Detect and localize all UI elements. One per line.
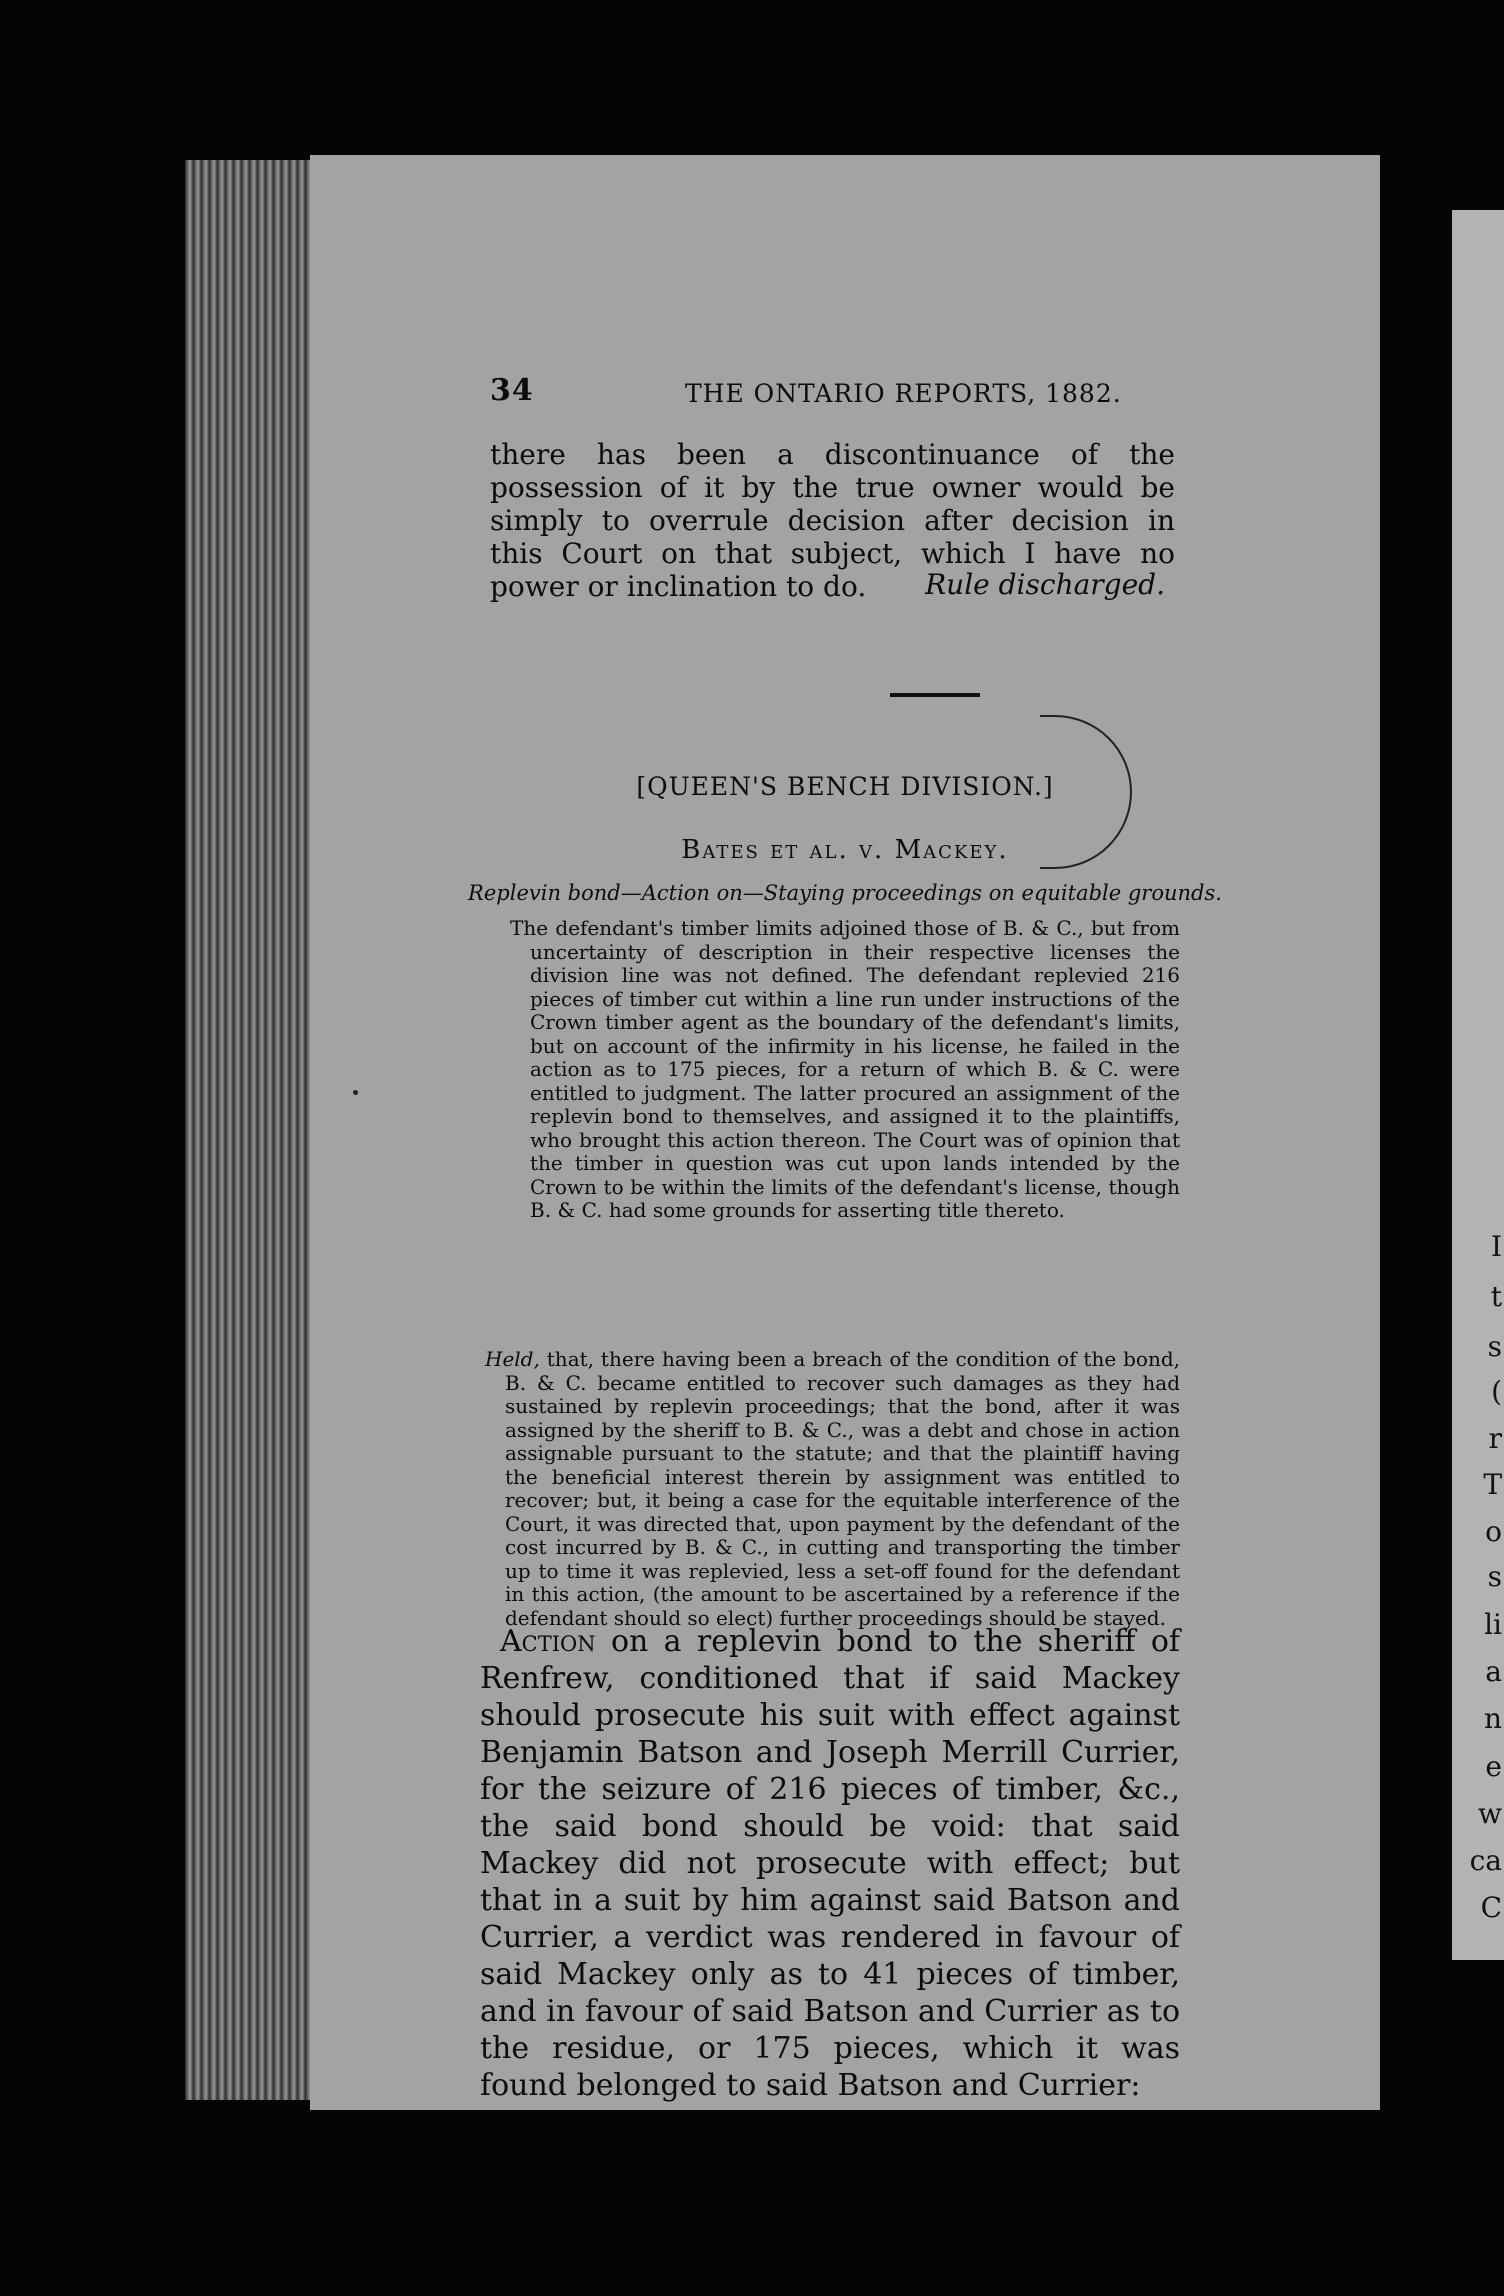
page-number: 34 bbox=[490, 373, 534, 408]
page-header bbox=[490, 373, 1170, 413]
facing-fragment: T bbox=[1483, 1468, 1502, 1501]
facing-fragment: s bbox=[1487, 1330, 1502, 1363]
page-block-edges bbox=[185, 160, 320, 2100]
facing-fragment: n bbox=[1483, 1702, 1502, 1735]
held-text: that, there having been a breach of the condition of the bond, B. & C. became entitled to recover such damages as they had sustained by replevin proceedings; that the bond, after it was assigned by the sheriff to B. & C., was a debt and chose in action assignable pursuant to the statute; and that the plaintiff having the beneficial interest therein by assignment was entitled to recover; but, it being a case for the equitable interference of the Court, it was directed that, upon payment by the defendant of the cost incurred by B. & C., in cutting and transporting the timber up to time it was replevied, less a set-off found for the defendant in this action, (the amount to be ascertained by a reference if the defendant should so elect) further proceedings should be stayed. bbox=[505, 1347, 1180, 1630]
facing-fragment: ( bbox=[1491, 1375, 1502, 1408]
facing-fragment: r bbox=[1488, 1422, 1502, 1455]
case-title: Bates et al. v. Mackey. bbox=[681, 835, 1009, 865]
facing-fragment: C bbox=[1480, 1891, 1502, 1924]
facing-fragment: w bbox=[1478, 1797, 1502, 1830]
opening-paragraph: there has been a discontinuance of the possession of it by the true owner would be simply to overrule decision after decision in this Court on that subject, which I have no power or inclination to do. bbox=[490, 438, 1175, 603]
held-paragraph bbox=[485, 1348, 1180, 1630]
section-separator bbox=[890, 693, 980, 697]
facing-fragment: li bbox=[1484, 1608, 1502, 1641]
court-division: [QUEEN'S BENCH DIVISION.] bbox=[636, 772, 1054, 801]
facing-fragment: s bbox=[1487, 1560, 1502, 1593]
rule-discharged: Rule discharged. bbox=[925, 568, 1165, 601]
facing-page-edge bbox=[1452, 210, 1504, 1960]
action-paragraph bbox=[480, 1623, 1180, 2104]
head-note: The defendant's timber limits adjoined those of B. & C., but from uncertainty of description in their respective licenses the division line was not defined. The defendant replevied 216 pieces of timber cut within a line run under instructions of the Crown timber agent as the boundary of the defendant's limits, but on account of the infirmity in his license, he failed in the action as to 175 pieces, for a return of which B. & C. were entitled to judgment. The latter procured an assignment of the replevin bond to themselves, and assigned it to the plaintiffs, who brought this action thereon. The Court was of opinion that the timber in question was cut upon lands intended by the Crown to be within the limits of the defendant's license, though B. & C. had some grounds for asserting title thereto. bbox=[510, 916, 1180, 1222]
running-head: THE ONTARIO REPORTS, 1882. bbox=[685, 379, 1122, 408]
held-label: Held, bbox=[485, 1347, 540, 1371]
stray-mark bbox=[353, 1090, 358, 1095]
action-lead: Action bbox=[500, 1624, 596, 1659]
facing-fragment: o bbox=[1485, 1515, 1502, 1548]
facing-fragment: a bbox=[1485, 1655, 1502, 1688]
facing-fragment: I bbox=[1490, 1230, 1502, 1263]
facing-fragment: t bbox=[1490, 1280, 1502, 1313]
facing-fragment: e bbox=[1485, 1750, 1502, 1783]
case-subject: Replevin bond—Action on—Staying proceedings on equitable grounds. bbox=[468, 881, 1222, 905]
facing-fragment: ca bbox=[1469, 1844, 1502, 1877]
action-text: on a replevin bond to the sheriff of Renfrew, conditioned that if said Mackey should prosecute his suit with effect against Benjamin Batson and Joseph Merrill Currier, for the seizure of 216 pieces of timber, &c., the said bond should be void: that said Mackey did not prosecute with effect; but that in a suit by him against said Batson and Currier, a verdict was rendered in favour of said Mackey only as to 41 pieces of timber, and in favour of said Batson and Currier as to the residue, or 175 pieces, which it was found belonged to said Batson and Currier: bbox=[480, 1624, 1180, 2103]
book-page bbox=[310, 155, 1380, 2110]
